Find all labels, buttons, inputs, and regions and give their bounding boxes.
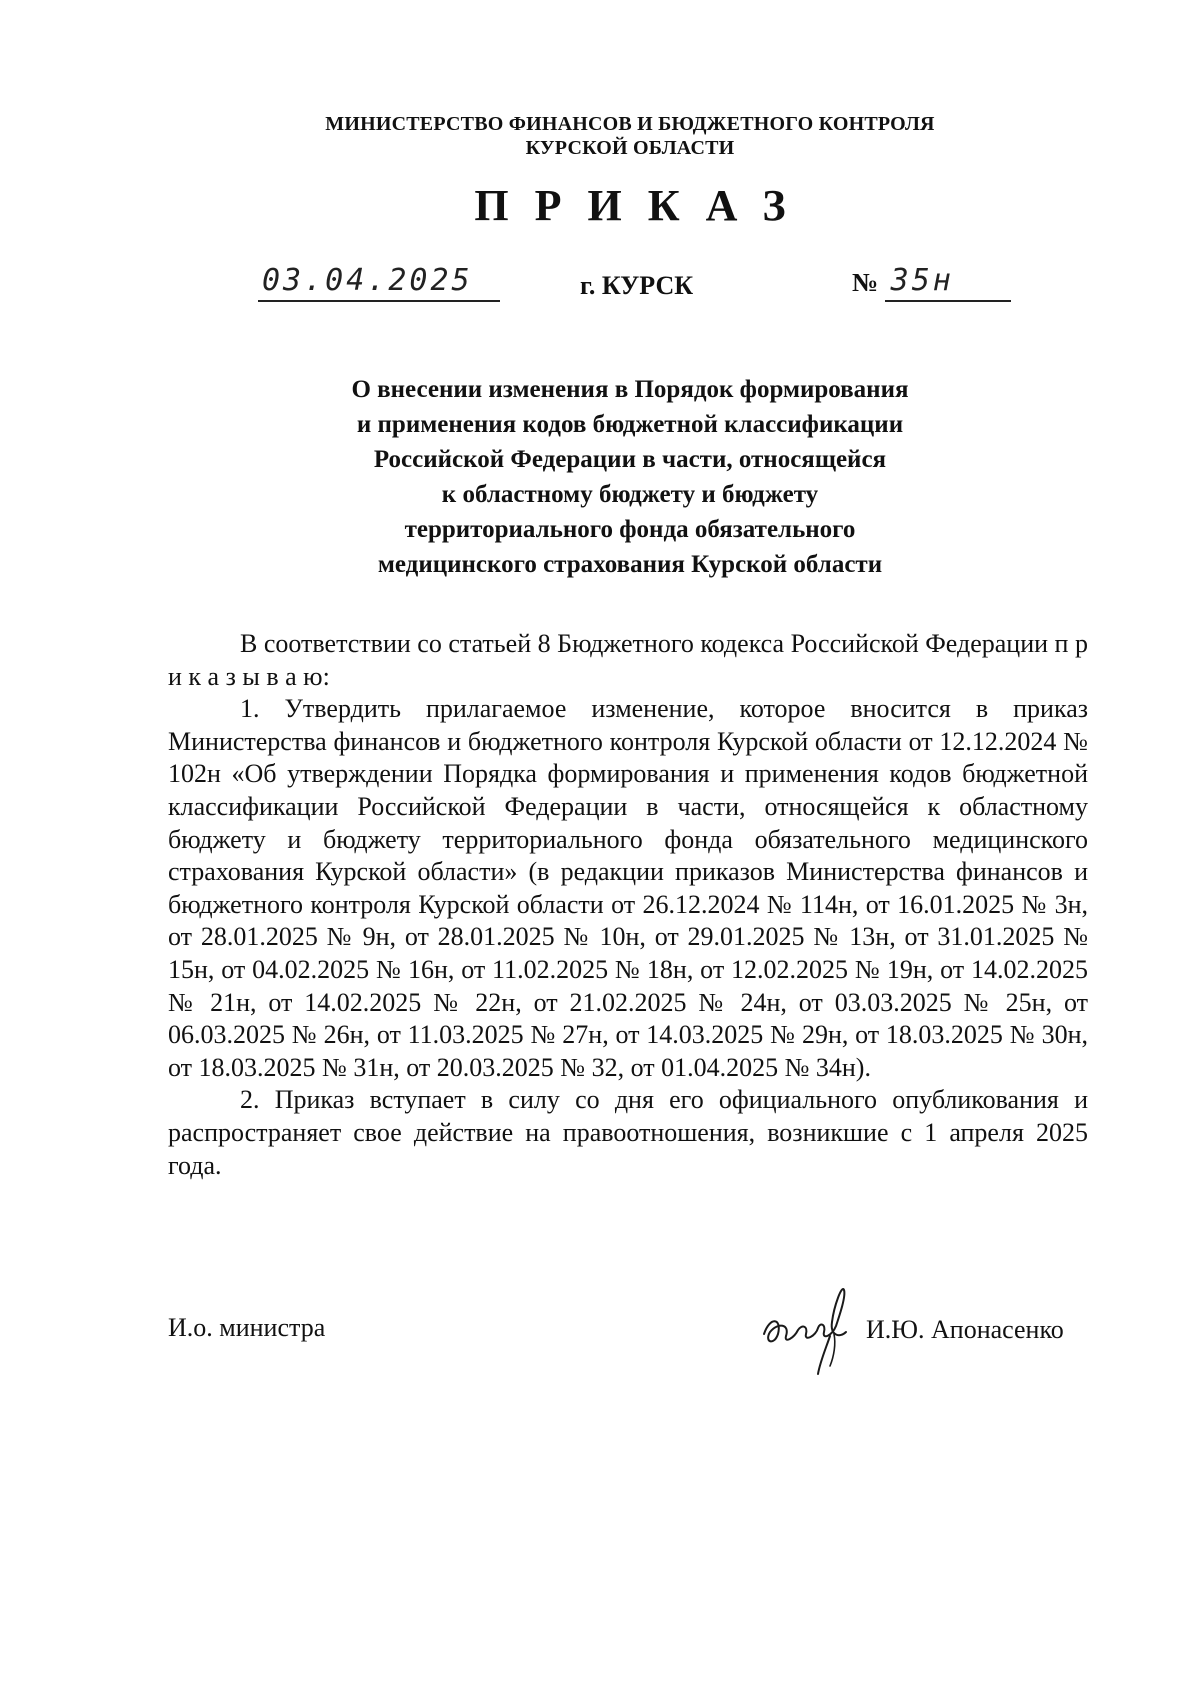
handwritten-date: 03.04.2025 [258,262,500,302]
ministry-name-line1: МИНИСТЕРСТВО ФИНАНСОВ И БЮДЖЕТНОГО КОНТРОЛЯ [325,113,935,135]
handwritten-order-number: 35н [885,262,1011,302]
signatory-name: И.Ю. Апонасенко [866,1315,1064,1344]
handwritten-signature [760,1276,860,1380]
preamble-paragraph: В соответствии со статьей 8 Бюджетного кодекса Российской Федерации п р и к а з ы в а ю: [168,629,1088,691]
subject-line: к областному бюджету и бюджету [441,481,819,508]
city-label: г. КУРСК [580,271,694,300]
order-number-field [852,262,1011,302]
number-sign: № [852,268,879,297]
subject-line: медицинского страхования Курской области [377,551,883,578]
item-2-paragraph: 2. Приказ вступает в силу со дня его официального опубликования и распространяет свое действие на правоотношения, возникшие с 1 апреля 2025 года. [168,1085,1088,1180]
subject-line: территориального фонда обязательного [404,516,856,543]
order-body [168,628,1088,1182]
item-1-paragraph: 1. Утвердить прилагаемое изменение, которое вносится в приказ Министерства финансов и бюджетного контроля Курской области от 12.12.2024 № 102н «Об утверждении Порядка формирования и применения кодов бюджетной классификации Российской Федерации в части, относящейся к областному бюджету и бюджету территориального фонда обязательного медицинского страхования Курской области» (в редакции приказов Министерства финансов и бюджетного контроля Курской области от 26.12.2024 № 114н, от 16.01.2025 № 3н, от 28.01.2025 № 9н, от 28.01.2025 № 10н, от 29.01.2025 № 13н, от 31.01.2025 № 15н, от 04.02.2025 № 16н, от 11.02.2025 № 18н, от 12.02.2025 № 19н, от 14.02.2025 № 21н, от 14.02.2025 № 22н, от 21.02.2025 № 24н, от 03.03.2025 № 25н, от 06.03.2025 № 26н, от 11.03.2025 № 27н, от 14.03.2025 № 29н, от 18.03.2025 № 30н, от 18.03.2025 № 31н, от 20.03.2025 № 32, от 01.04.2025 № 34н). [168,694,1088,1082]
subject-line: О внесении изменения в Порядок формирования [351,376,909,403]
document-type-title: ПРИКАЗ [474,181,812,230]
ministry-name-line2: КУРСКОЙ ОБЛАСТИ [525,137,735,159]
subject-line: и применения кодов бюджетной классификации [356,411,904,438]
signatory-position: И.о. министра [168,1313,326,1342]
ministry-name [0,112,1200,160]
subject-line: Российской Федерации в части, относящейся [373,446,887,473]
order-subject-heading [0,372,1200,582]
